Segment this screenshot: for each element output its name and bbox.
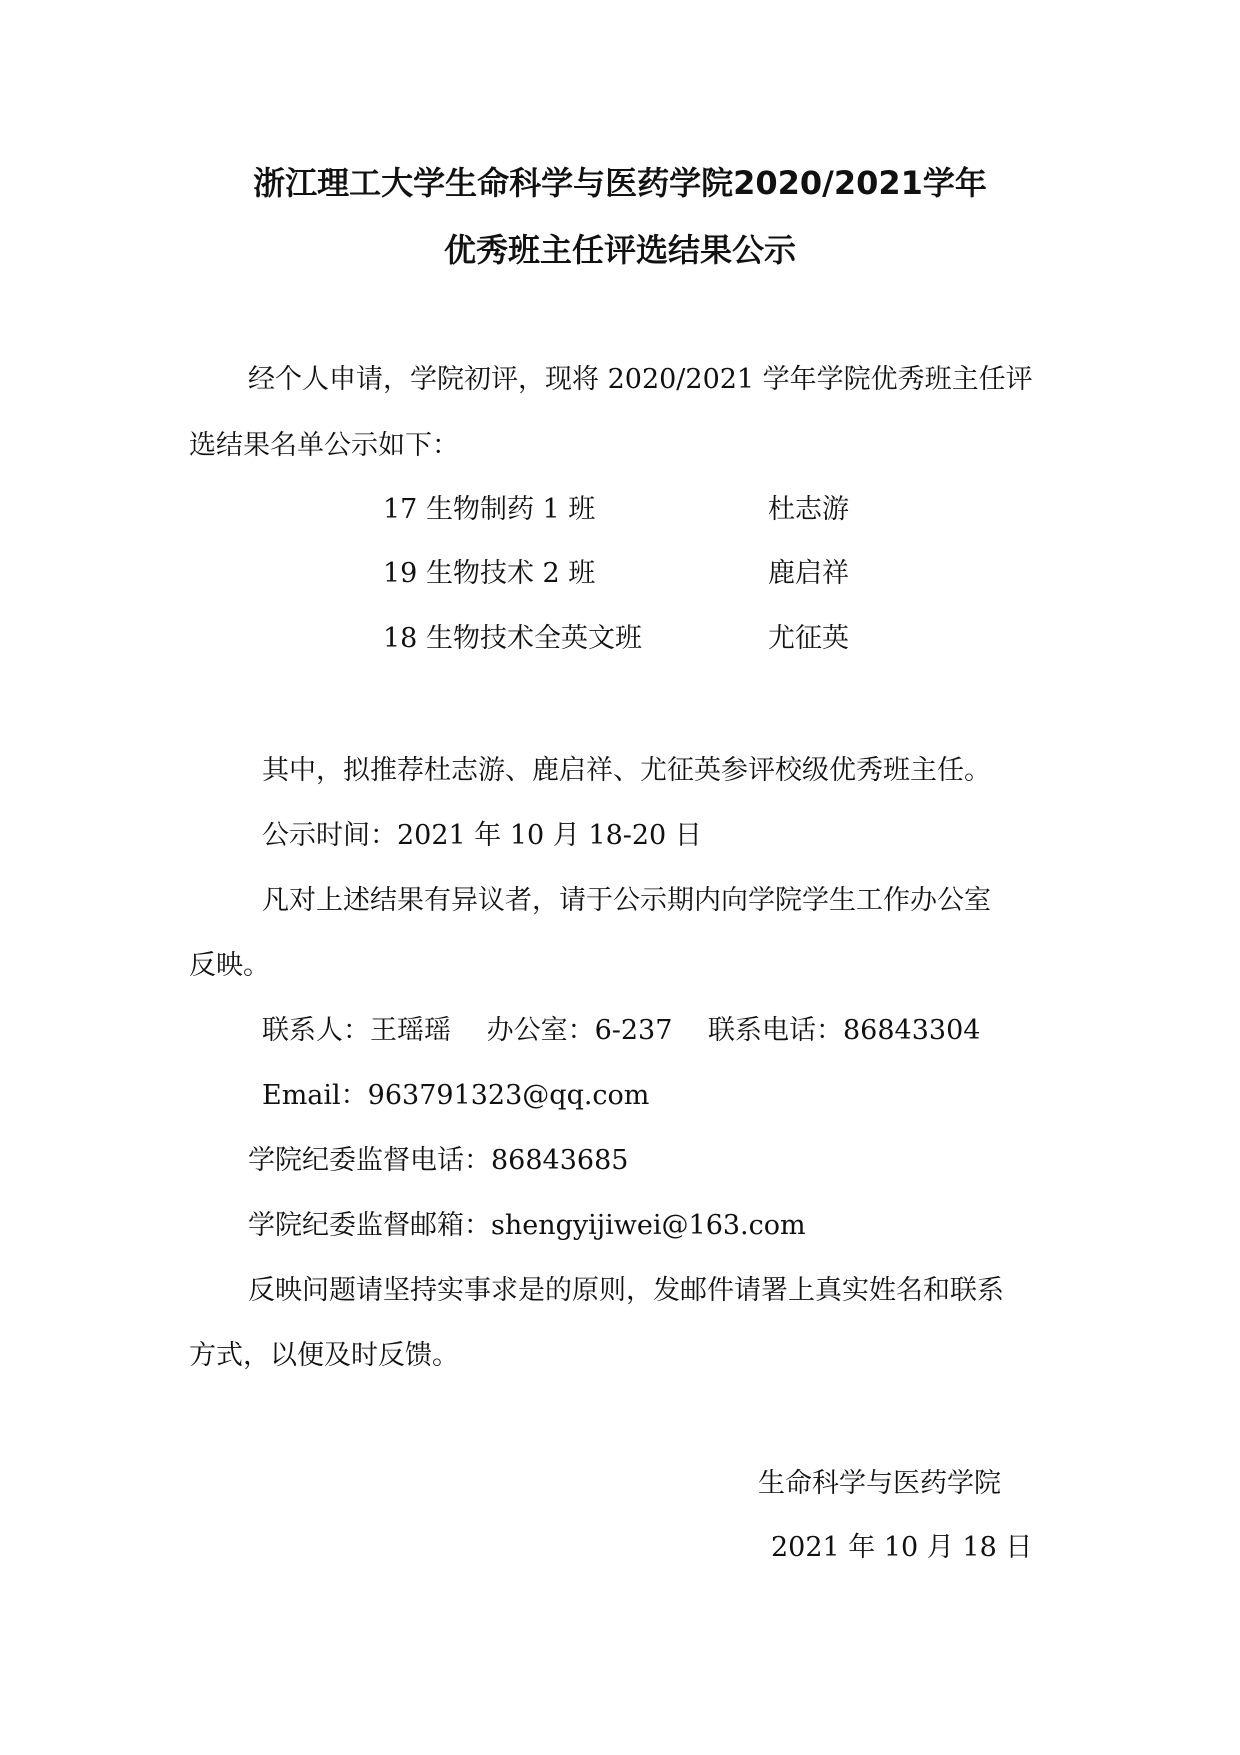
award-class-3: 18 生物技术全英文班 <box>383 623 642 654</box>
signature-organization: 生命科学与医药学院 <box>758 1468 1001 1499</box>
award-class-2: 19 生物技术 2 班 <box>383 558 596 589</box>
objection-line-2: 反映。 <box>189 950 270 981</box>
intro-line-1: 经个人申请，学院初评，现将 2020/2021 学年学院优秀班主任评 <box>248 364 1033 395</box>
signature-date: 2021 年 10 月 18 日 <box>771 1532 1033 1563</box>
intro-line-2: 选结果名单公示如下： <box>189 430 459 461</box>
award-class-1: 17 生物制药 1 班 <box>383 494 596 525</box>
publicity-period: 公示时间：2021 年 10 月 18-20 日 <box>262 820 702 851</box>
award-name-3: 尤征英 <box>768 623 849 654</box>
principle-line-1: 反映问题请坚持实事求是的原则，发邮件请署上真实姓名和联系 <box>248 1275 1004 1306</box>
supervision-email: 学院纪委监督邮箱：shengyijiwei@163.com <box>248 1210 806 1241</box>
contact-email: Email：963791323@qq.com <box>262 1080 650 1111</box>
principle-line-2: 方式，以便及时反馈。 <box>189 1340 459 1371</box>
document-title-line-2: 优秀班主任评选结果公示 <box>443 231 796 269</box>
contact-info: 联系人：王瑶瑶 办公室：6-237 联系电话：86843304 <box>262 1015 981 1046</box>
award-name-2: 鹿启祥 <box>768 558 849 589</box>
recommend-text: 其中，拟推荐杜志游、鹿启祥、尤征英参评校级优秀班主任。 <box>262 755 991 786</box>
award-name-1: 杜志游 <box>768 494 849 525</box>
document-title-line-1: 浙江理工大学生命科学与医药学院2020/2021学年 <box>253 164 987 202</box>
supervision-phone: 学院纪委监督电话：86843685 <box>248 1145 629 1176</box>
objection-line-1: 凡对上述结果有异议者，请于公示期内向学院学生工作办公室 <box>262 885 991 916</box>
